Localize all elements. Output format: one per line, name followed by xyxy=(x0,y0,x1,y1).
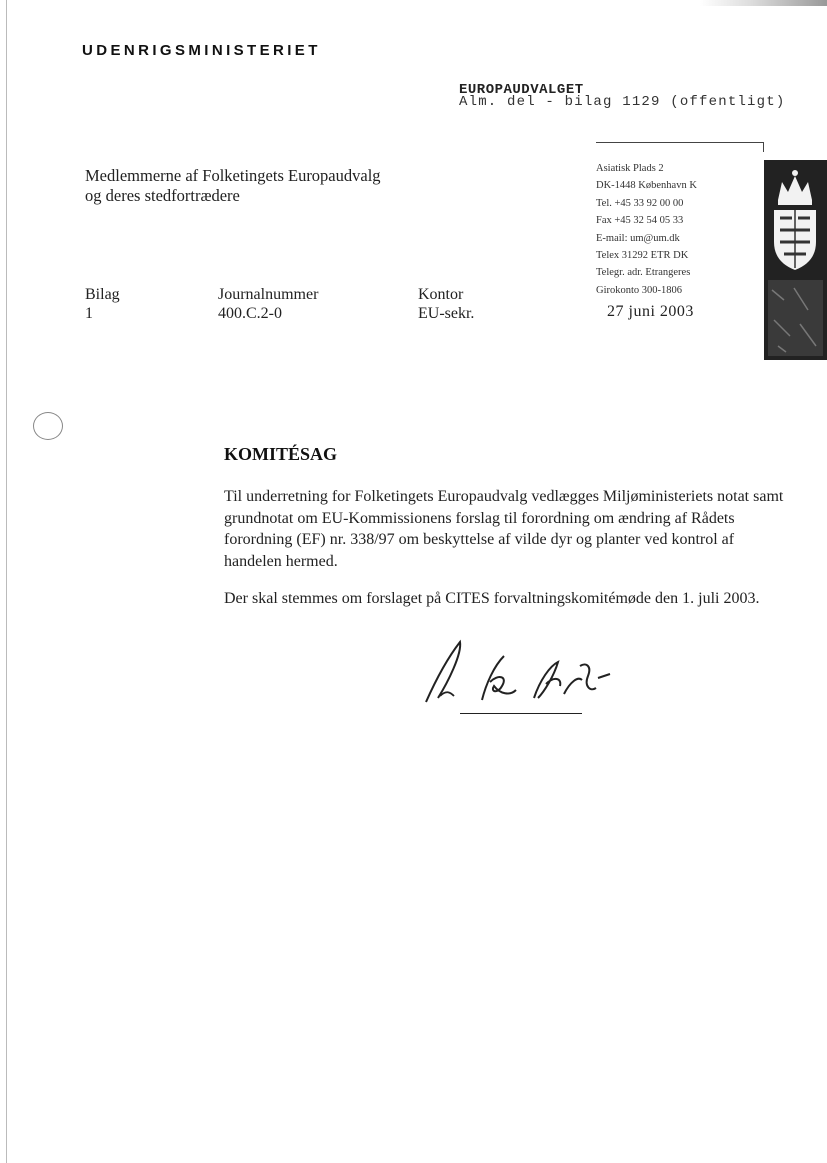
bilag-value: 1 xyxy=(85,305,93,322)
royal-coat-of-arms-icon xyxy=(764,160,827,360)
body-paragraph: Der skal stemmes om forslaget på CITES forvaltningskomitémøde den 1. juli 2003. xyxy=(224,590,760,607)
signature-underline xyxy=(460,713,582,714)
bilag-label: Bilag xyxy=(85,286,120,303)
address-line: DK-1448 København K xyxy=(596,180,697,192)
address-line: Asiatisk Plads 2 xyxy=(596,163,664,174)
ministry-letterhead: UDENRIGSMINISTERIET xyxy=(82,42,321,59)
address-divider-tick xyxy=(763,142,764,152)
address-line: Telegr. adr. Etrangeres xyxy=(596,267,691,279)
letter-date: 27 juni 2003 xyxy=(607,303,694,320)
journal-label: Journalnummer xyxy=(218,286,319,303)
kontor-label: Kontor xyxy=(418,286,464,303)
address-line: Girokonto 300-1806 xyxy=(596,284,683,296)
recipient-block xyxy=(85,166,381,206)
committee-stamp: EUROPAUDVALGET xyxy=(459,82,584,98)
address-divider xyxy=(596,142,764,143)
address-line: Fax +45 32 54 05 33 xyxy=(596,215,684,227)
address-line: E-mail: um@um.dk xyxy=(596,232,680,244)
kontor-value: EU-sekr. xyxy=(418,305,475,322)
letter-heading: KOMITÉSAG xyxy=(224,444,338,464)
recipient-line: Medlemmerne af Folketingets Europaudvalg xyxy=(85,166,381,185)
recipient-line: og deres stedfortrædere xyxy=(85,186,240,205)
scan-edge-artifact xyxy=(700,0,827,6)
ministry-address xyxy=(596,160,697,299)
handwritten-signature xyxy=(420,636,630,716)
journal-value: 400.C.2-0 xyxy=(218,305,282,322)
document-reference-stamp: Alm. del - bilag 1129 (offentligt) xyxy=(459,94,786,110)
address-line: Tel. +45 33 92 00 00 xyxy=(596,197,684,209)
body-paragraph: Til underretning for Folketingets Europaudvalg vedlægges Miljøministeriets notat samt grundnotat om EU-Kommissionens forslag til forordning om ændring af Rådets forordning (EF) nr. 338/97 om beskyttelse af vilde dyr og planter ved kontrol af handelen hermed. xyxy=(224,488,784,570)
scan-margin-line xyxy=(6,0,7,1163)
punch-hole xyxy=(33,412,63,440)
address-line: Telex 31292 ETR DK xyxy=(596,250,689,262)
